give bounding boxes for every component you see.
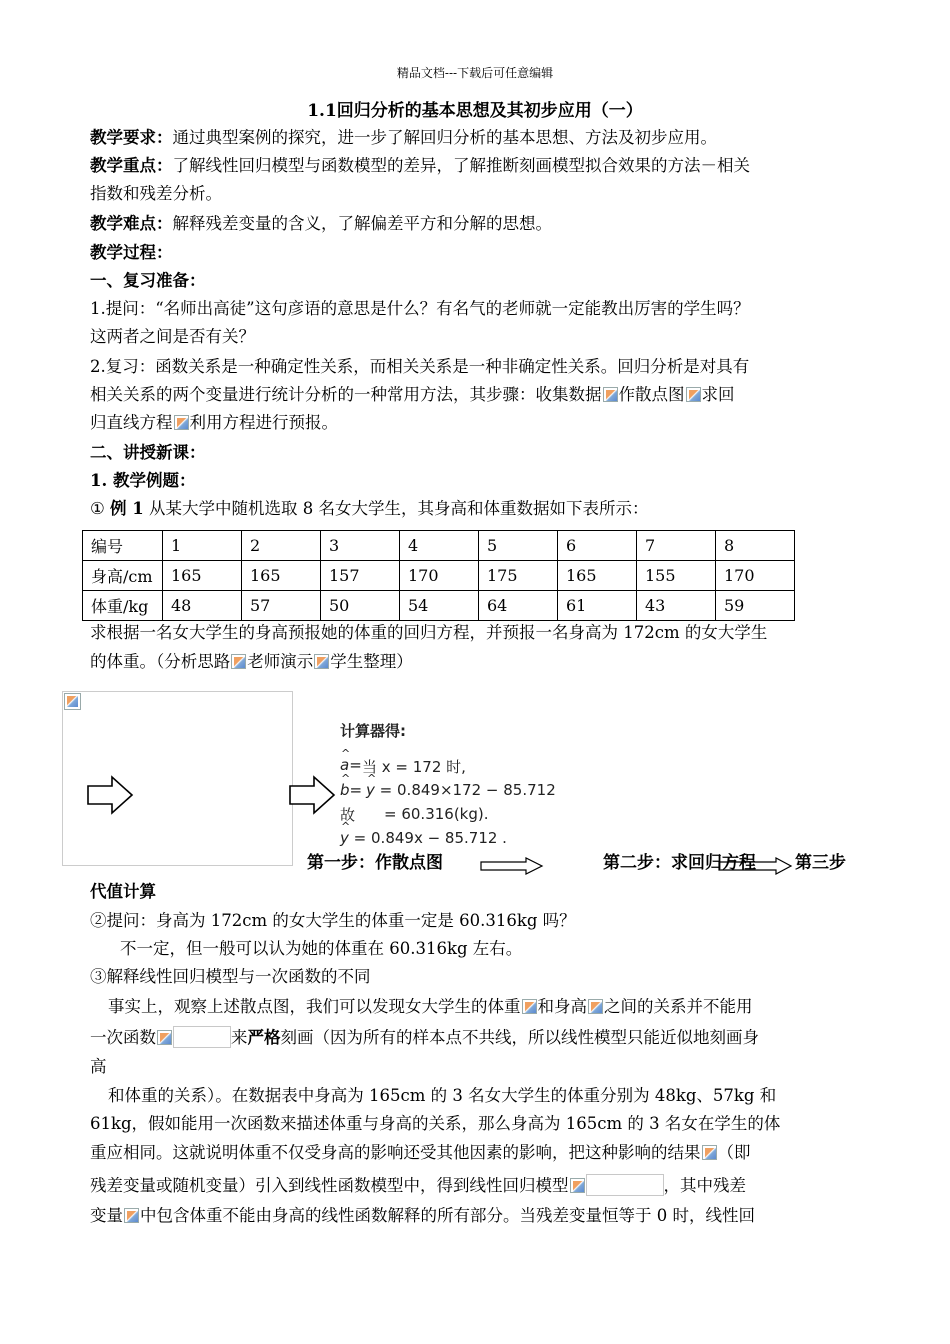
example-label: 例 1 <box>110 499 144 518</box>
para-line-2 <box>90 1026 759 1048</box>
q2-text-c: 求回 <box>701 385 735 404</box>
q2-text-e: 利用方程进行预报。 <box>189 413 338 432</box>
broken-image-icon <box>702 1145 717 1160</box>
para-line-7 <box>90 1174 746 1196</box>
table-cell: 身高/cm <box>83 561 163 591</box>
q2-line-3 <box>90 413 338 433</box>
table-cell: 175 <box>479 561 558 591</box>
table-cell: 1 <box>163 531 242 561</box>
calc-yhat-line: ^ y = 0.849×172 − 85.712 <box>366 781 556 799</box>
para-bold-text: 严格 <box>247 1028 281 1047</box>
task-text-c: 学生整理） <box>330 652 413 671</box>
broken-image-icon <box>570 1178 585 1193</box>
calc-b-eq: = <box>349 781 363 799</box>
table-cell: 165 <box>163 561 242 591</box>
para-text: （即 <box>717 1143 751 1162</box>
q2-line-1: 2.复习：函数关系是一种确定性关系，而相关关系是一种非确定性关系。回归分析是对具有 <box>90 357 750 376</box>
explain-title: ③解释线性回归模型与一次函数的不同 <box>90 967 371 986</box>
sub1-heading: 1. 教学例题： <box>90 471 196 490</box>
table-cell: 57 <box>242 591 321 621</box>
para-text: ，其中残差 <box>663 1176 746 1195</box>
table-cell: 50 <box>321 591 400 621</box>
broken-image-icon <box>157 1030 172 1045</box>
table-cell: 体重/kg <box>83 591 163 621</box>
broken-image-icon <box>124 1208 139 1223</box>
data-table <box>82 530 795 621</box>
table-cell: 165 <box>558 561 637 591</box>
table-cell: 8 <box>716 531 795 561</box>
para-text: 刻画（因为所有的样本点不共线，所以线性模型只能近似地刻画身 <box>280 1028 759 1047</box>
table-row <box>83 531 795 561</box>
key-points-label: 教学重点： <box>90 156 173 175</box>
difficulty-line <box>90 214 552 234</box>
calc-when: 当 x = 172 时, <box>362 758 466 776</box>
section2-heading: 二、讲授新课： <box>90 443 206 462</box>
para-text: 重应相同。这就说明体重不仅受身高的影响还受其他因素的影响，把这种影响的结果 <box>90 1143 701 1162</box>
step3-continued: 代值计算 <box>90 882 156 901</box>
para-line-1 <box>108 997 753 1017</box>
calc-b-line: ^ b= <box>340 781 362 799</box>
para-text: 一次函数 <box>90 1028 156 1047</box>
table-cell: 编号 <box>83 531 163 561</box>
right-arrow-icon <box>480 857 544 875</box>
task-text-b: 老师演示 <box>247 652 314 671</box>
table-cell: 2 <box>242 531 321 561</box>
broken-image-icon <box>588 999 603 1014</box>
table-cell: 64 <box>479 591 558 621</box>
calc-yhat-expr: = 0.849×172 − 85.712 <box>379 781 556 799</box>
q2-text-d: 归直线方程 <box>90 413 173 432</box>
para-line-4: 和体重的关系）。在数据表中身高为 165cm 的 3 名女大学生的体重分别为 48kg、57kg 和 <box>108 1086 777 1105</box>
calc-so: 故 <box>340 806 356 824</box>
right-arrow-icon <box>86 775 134 815</box>
table-cell: 7 <box>637 531 716 561</box>
broken-image-icon <box>174 415 189 430</box>
key-points-line-2: 指数和残差分析。 <box>90 184 222 203</box>
broken-image-icon <box>231 654 246 669</box>
para-text: 事实上，观察上述散点图，我们可以发现女大学生的体重 <box>108 997 521 1016</box>
key-points-text: 了解线性回归模型与函数模型的差异，了解推断刻画模型拟合效果的方法－相关 <box>172 156 750 175</box>
table-cell: 61 <box>558 591 637 621</box>
table-cell: 3 <box>321 531 400 561</box>
table-row <box>83 561 795 591</box>
table-cell: 59 <box>716 591 795 621</box>
question-line: ②提问：身高为 172cm 的女大学生的体重一定是 60.316kg 吗？ <box>90 911 576 930</box>
table-cell: 54 <box>400 591 479 621</box>
para-text: 残差变量或随机变量）引入到线性函数模型中，得到线性回归模型 <box>90 1176 569 1195</box>
process-heading: 教学过程： <box>90 243 173 262</box>
para-text: 和身高 <box>537 997 587 1016</box>
calc-result: = 60.316(kg). <box>384 805 489 823</box>
calc-a-eq: = <box>349 756 362 774</box>
para-text: 来 <box>231 1028 248 1047</box>
page-title: 1.1回归分析的基本思想及其初步应用（一） <box>307 101 643 121</box>
key-points-line <box>90 156 750 176</box>
table-cell: 5 <box>479 531 558 561</box>
calc-equation: = 0.849x − 85.712 . <box>353 829 507 847</box>
table-cell: 170 <box>716 561 795 591</box>
difficulty-label: 教学难点： <box>90 214 173 233</box>
table-cell: 43 <box>637 591 716 621</box>
page-header: 精品文档---下载后可任意编辑 <box>396 66 554 80</box>
right-arrow-icon <box>288 775 336 815</box>
broken-image-icon <box>314 654 329 669</box>
task-text-a: 的体重。（分析思路 <box>90 652 231 671</box>
table-cell: 6 <box>558 531 637 561</box>
q1-line-2: 这两者之间是否有关？ <box>90 327 255 346</box>
right-arrow-icon <box>718 857 793 875</box>
q2-text-b: 作散点图 <box>618 385 685 404</box>
task-line-1: 求根据一名女大学生的身高预报她的体重的回归方程，并预报一名身高为 172cm 的女大学生 <box>90 623 768 642</box>
calc-equation-line: ^ y = 0.849x − 85.712 . <box>340 829 507 847</box>
section1-heading: 一、复习准备： <box>90 271 206 290</box>
requirements-text: 通过典型案例的探究，进一步了解回归分析的基本思想、方法及初步应用。 <box>172 128 717 147</box>
para-text: 之间的关系并不能用 <box>604 997 753 1016</box>
para-line-8 <box>90 1206 755 1226</box>
para-line-3: 高 <box>90 1057 107 1076</box>
example-prefix: ① <box>90 499 111 518</box>
calc-title: 计算器得: <box>340 722 406 740</box>
difficulty-text: 解释残差变量的含义，了解偏差平方和分解的思想。 <box>172 214 552 233</box>
formula-placeholder <box>586 1174 664 1196</box>
table-cell: 155 <box>637 561 716 591</box>
table-cell: 157 <box>321 561 400 591</box>
para-text: 变量 <box>90 1206 123 1225</box>
table-cell: 165 <box>242 561 321 591</box>
example-line <box>90 499 649 519</box>
para-line-6 <box>90 1143 751 1163</box>
table-cell: 170 <box>400 561 479 591</box>
q1-line-1: 1.提问：“名师出高徒”这句彦语的意思是什么？有名气的老师就一定能教出厉害的学生吗？ <box>90 299 750 318</box>
calc-a-line: ^ a= <box>340 756 362 774</box>
broken-image-icon <box>603 387 618 402</box>
step3-label: 第三步 <box>795 853 846 873</box>
formula-placeholder <box>173 1026 231 1048</box>
table-row <box>83 591 795 621</box>
table-cell: 4 <box>400 531 479 561</box>
broken-image-icon <box>686 387 701 402</box>
step2-label: 第二步：求回归方程 <box>603 853 756 873</box>
requirements-label: 教学要求： <box>90 128 173 147</box>
q2-text-a: 相关关系的两个变量进行统计分析的一种常用方法，其步骤：收集数据 <box>90 385 602 404</box>
para-text: 中包含体重不能由身高的线性函数解释的所有部分。当残差变量恒等于 0 时，线性回 <box>140 1206 755 1225</box>
broken-image-icon <box>522 999 537 1014</box>
step1-label: 第一步：作散点图 <box>307 853 443 873</box>
task-line-2 <box>90 652 413 672</box>
requirements-line <box>90 128 717 148</box>
q2-line-2 <box>90 385 735 405</box>
table-cell: 48 <box>163 591 242 621</box>
para-line-5: 61kg，假如能用一次函数来描述体重与身高的关系，那么身高为 165cm 的 3 名女在学生的体 <box>90 1114 781 1133</box>
answer-line: 不一定，但一般可以认为她的体重在 60.316kg 左右。 <box>120 939 523 958</box>
example-text: 从某大学中随机选取 8 名女大学生，其身高和体重数据如下表所示： <box>143 499 649 518</box>
